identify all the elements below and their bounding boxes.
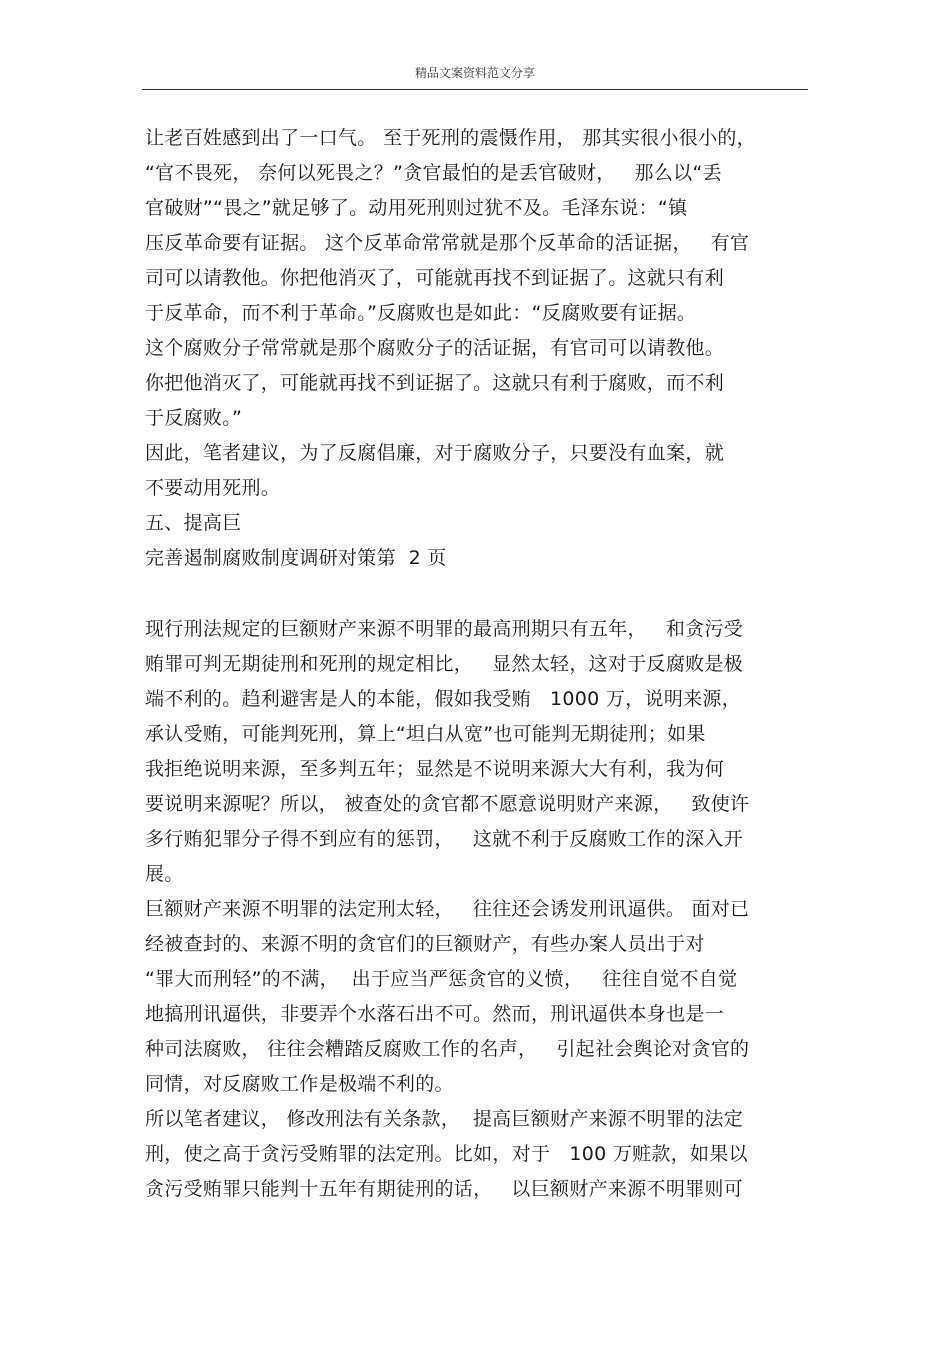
text-line: 不要动用死刑。: [145, 477, 281, 499]
text-line: 展。: [145, 863, 184, 885]
text-line: 这个腐败分子常常就是那个腐败分子的活证据，有官司可以请教他。: [145, 337, 725, 359]
text-line: 所以笔者建议， 修改刑法有关条款， 提高巨额财产来源不明罪的法定: [145, 1108, 744, 1130]
text-line: 因此，笔者建议，为了反腐倡廉，对于腐败分子，只要没有血案，就: [145, 442, 725, 464]
text-line: 你把他消灭了，可能就再找不到证据了。这就只有利于腐败，而不利: [145, 372, 725, 394]
text-line: “官不畏死， 奈何以死畏之？”贪官最怕的是丢官破财， 那么以“丢: [145, 162, 722, 184]
text-line: 压反革命要有证据。 这个反革命常常就是那个反革命的活证据， 有官: [145, 232, 750, 254]
text-line: 多行贿犯罪分子得不到应有的惩罚， 这就不利于反腐败工作的深入开: [145, 828, 744, 850]
text-line: 于反革命，而不利于革命。”反腐败也是如此：“反腐败要有证据。: [145, 302, 697, 324]
text-line: 经被查封的、来源不明的贪官们的巨额财产，有些办案人员出于对: [145, 933, 705, 955]
text-line: 同情，对反腐败工作是极端不利的。: [145, 1073, 454, 1095]
text-line: 贪污受贿罪只能判十五年有期徒刑的话， 以巨额财产来源不明罪则可: [145, 1178, 744, 1200]
text-line: “罪大而刑轻”的不满， 出于应当严惩贪官的义愤， 往往自觉不自觉: [145, 968, 738, 990]
text-line: 让老百姓感到出了一口气。 至于死刑的震慑作用， 那其实很小很小的，: [145, 127, 756, 149]
text-line: 我拒绝说明来源，至多判五年；显然是不说明来源大大有利，我为何: [145, 758, 725, 780]
text-line: 官破财”“畏之”就足够了。动用死刑则过犹不及。毛泽东说：“镇: [145, 197, 688, 219]
text-line: 端不利的。趋利避害是人的本能，假如我受贿 1000 万，说明来源，: [145, 688, 742, 710]
text-line: 司可以请教他。你把他消灭了，可能就再找不到证据了。这就只有利: [145, 267, 725, 289]
section-heading: 五、提高巨: [145, 512, 242, 534]
page-header: 精品文案资料范文分享: [414, 66, 535, 80]
text-line: 承认受贿，可能判死刑，算上“坦白从宽”也可能判无期徒刑；如果: [145, 723, 706, 745]
text-line: 现行刑法规定的巨额财产来源不明罪的最高刑期只有五年， 和贪污受: [145, 618, 744, 640]
page-footer-text: 完善遏制腐败制度调研对策第 2 页: [145, 547, 447, 569]
text-line: 刑，使之高于贪污受贿罪的法定刑。比如，对于 100 万赃款，如果以: [145, 1143, 748, 1165]
text-line: 要说明来源呢？所以， 被查处的贪官都不愿意说明财产来源， 致使许: [145, 793, 750, 815]
text-line: 巨额财产来源不明罪的法定刑太轻， 往往还会诱发刑讯逼供。 面对已: [145, 898, 750, 920]
text-line: 贿罪可判无期徒刑和死刑的规定相比， 显然太轻，这对于反腐败是极: [145, 653, 744, 675]
header-divider: [142, 89, 808, 90]
text-line: 于反腐败。”: [145, 407, 243, 429]
text-line: 种司法腐败， 往往会糟踏反腐败工作的名声， 引起社会舆论对贪官的: [145, 1038, 750, 1060]
text-line: 地搞刑讯逼供，非要弄个水落石出不可。然而，刑讯逼供本身也是一: [145, 1003, 725, 1025]
